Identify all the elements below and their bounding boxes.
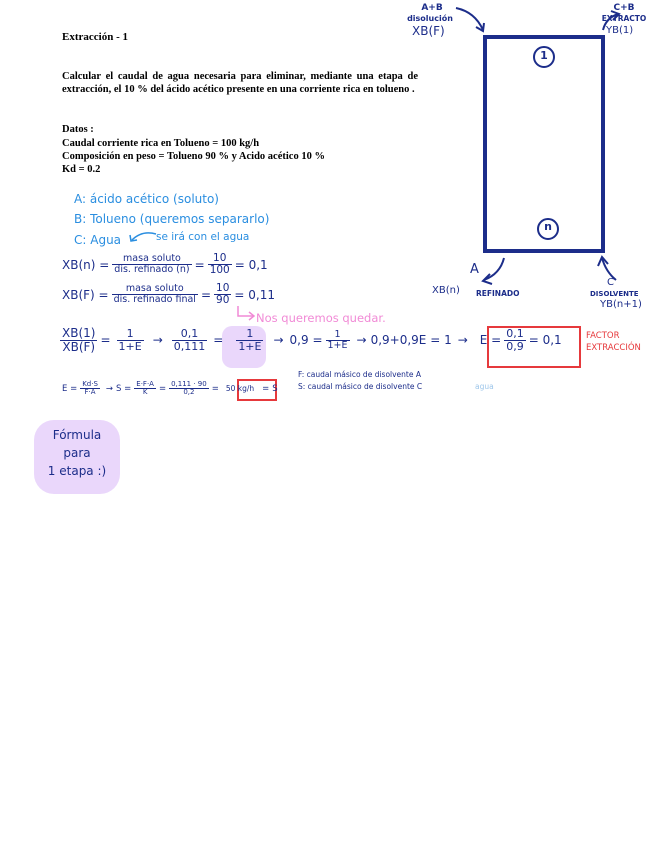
eq-ope-c: 1+E <box>327 339 348 351</box>
xf-result: = 0,11 <box>234 287 275 302</box>
f-definition: F: caudal másico de disolvente A <box>298 370 421 379</box>
stage-1-label: 1 <box>540 49 548 62</box>
extraction-diagram <box>420 0 656 320</box>
eq-lhs-num: XB(1) <box>62 326 96 340</box>
solvent-sub: DISOLVENTE <box>590 290 639 298</box>
eq-E: E = <box>479 333 502 348</box>
eq-lhs-den: XB(F) <box>62 339 96 354</box>
xf-den: dis. refinado final <box>113 294 196 306</box>
eq-one-c: 1 <box>326 330 350 341</box>
eq-E-num: 0,1 <box>506 327 524 341</box>
extract-var: YB(1) <box>606 25 634 36</box>
xf-lhs: XB(F) = <box>62 287 109 302</box>
eq-ope-b: 1+E <box>238 339 262 353</box>
xf-den2: 90 <box>216 294 230 307</box>
eq-one-b: 1 <box>236 328 263 341</box>
eq-v-den: 0,111 <box>173 339 206 353</box>
stage-n-label: n <box>544 220 552 233</box>
s-def-num: E·F·A <box>136 380 154 388</box>
note-water-comment: se irá con el agua <box>156 231 250 243</box>
eq-step: 0,9 = <box>289 333 323 348</box>
feed-var: XB(F) <box>412 24 445 38</box>
eq-step2: 0,9+0,9E = 1 <box>370 333 452 348</box>
solvent-label: C <box>607 277 614 288</box>
main-equation: $\frac{XB(1)}{XB(F)}$ = $\frac{1}{1+E}$ → $\frac{0,1}{0,111}$ = $\frac{1}{1+E}$ → 0,9 = $\frac{1}{1+E}$ → 0,9+0,9E = 1 → E = $\frac{0,1}{0,9}$ = 0,1 <box>62 326 562 354</box>
xf-num2: 10 <box>216 282 230 294</box>
data-line-3: Kd = 0.2 <box>62 164 101 175</box>
xn-num2: 10 <box>208 253 232 265</box>
water-tag: agua <box>475 382 494 391</box>
data-line-1: Caudal corriente rica en Tolueno = 100 kg/h <box>62 138 260 149</box>
raffinate-label: A <box>470 262 479 277</box>
xn-den2: 100 <box>209 264 230 277</box>
raffinate-var: XB(n) <box>432 285 460 296</box>
extract-sub: EXTRACTO <box>601 14 647 23</box>
raffinate-sub: REFINADO <box>476 289 520 298</box>
pink-note: Nos queremos quedar. <box>256 311 386 325</box>
eq-one: 1 <box>117 328 144 341</box>
note-solute: A: ácido acético (soluto) <box>74 192 219 206</box>
solvent-var: YB(n+1) <box>600 299 642 310</box>
note-water-arrow <box>120 230 160 246</box>
xn-lhs: XB(n) = <box>62 257 110 272</box>
feed-arrow <box>456 8 483 30</box>
eq-E-res: = 0,1 <box>528 333 562 348</box>
xf-num: masa soluto <box>112 284 198 295</box>
doc-title: Extracción - 1 <box>62 31 128 43</box>
eq-E-den: 0,9 <box>506 339 524 353</box>
s-def-den: K <box>142 388 148 397</box>
pink-note-arrow <box>234 304 258 322</box>
formula-line-3: 1 etapa :) <box>47 464 107 478</box>
xn-equation: XB(n) = $\frac{\text{masa soluto}}{\text{dis. refinado (n)}}$ = $\frac{10}{100}$ = 0,1 <box>62 252 268 277</box>
feed-sub: disolución <box>407 14 453 23</box>
problem-statement: Calcular el caudal de agua necesaria para eliminar, mediante una etapa de extracción, el 10 % del ácido acético presente en una corriente rica en tolueno . <box>62 71 418 95</box>
eq-ope: 1+E <box>118 339 142 353</box>
s-calc-num: 0,111 · 90 <box>171 380 207 388</box>
factor-label-1: FACTOR <box>586 331 620 341</box>
note-toluene: B: Tolueno (queremos separarlo) <box>74 212 270 226</box>
s-definition: S: caudal másico de disolvente C <box>298 382 423 391</box>
xn-den: dis. refinado (n) <box>114 264 190 276</box>
extract-label: C+B <box>613 3 635 13</box>
xf-equation: XB(F) = $\frac{\text{masa soluto}}{\text{dis. refinado final}}$ = $\frac{10}{90}$ = 0,11 <box>62 282 275 307</box>
s-result: 50 kg/h <box>225 384 255 394</box>
e-def-num: Kd·S <box>82 380 98 388</box>
factor-label-2: EXTRACCIÓN <box>586 343 641 353</box>
s-var: S <box>272 383 278 394</box>
feed-label: A+B <box>421 3 443 13</box>
e-def: E = <box>62 383 78 394</box>
eq-v-num: 0,1 <box>172 328 208 341</box>
note-water: C: Agua <box>74 233 122 247</box>
s-def: S = <box>116 383 132 394</box>
e-def-den: F·A <box>84 388 96 397</box>
s-equation: E = $\frac{Kd\cdot S}{F\cdot A}$ → S = $\frac{E\cdot F\cdot A}{K}$ = $\frac{0,111 \cdot 90}{0,2}$ = 50 kg/h = S <box>62 380 278 397</box>
formula-line-2: para <box>63 446 91 460</box>
xn-num: masa soluto <box>112 254 191 265</box>
s-calc-den: 0,2 <box>183 388 195 397</box>
formula-line-1: Fórmula <box>52 428 102 442</box>
data-heading: Datos : <box>62 124 94 135</box>
data-line-2: Composición en peso = Tolueno 90 % y Acido acético 10 % <box>62 151 325 162</box>
xn-result: = 0,1 <box>234 257 268 272</box>
